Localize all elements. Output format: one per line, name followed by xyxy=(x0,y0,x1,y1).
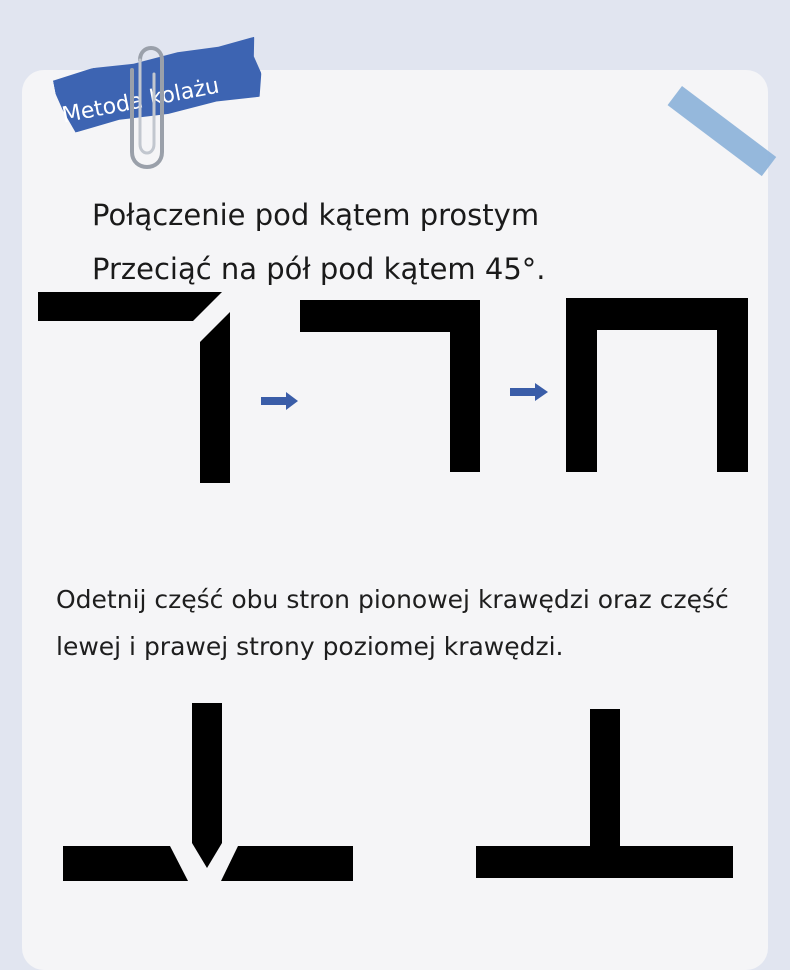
t-shape xyxy=(476,709,733,878)
frame-shape xyxy=(566,298,748,472)
title-line-2: Przeciąć na pół pod kątem 45°. xyxy=(92,252,546,286)
vertical-pointed-piece xyxy=(192,703,222,868)
corner-shape xyxy=(300,300,480,472)
horizontal-right-piece xyxy=(221,846,353,881)
description-line-2: lewej i prawej strony poziomej krawędzi. xyxy=(56,632,564,661)
description-line-1: Odetnij część obu stron pionowej krawędzi oraz część xyxy=(56,585,729,614)
horizontal-left-piece xyxy=(63,846,188,881)
vertical-miter-piece xyxy=(200,312,230,483)
horizontal-miter-piece xyxy=(38,292,222,321)
arrow-right-icon xyxy=(510,383,548,401)
badge-label: Metoda kolażu xyxy=(60,73,222,129)
arrow-right-icon xyxy=(261,392,298,410)
title-line-1: Połączenie pod kątem prostym xyxy=(92,198,540,232)
